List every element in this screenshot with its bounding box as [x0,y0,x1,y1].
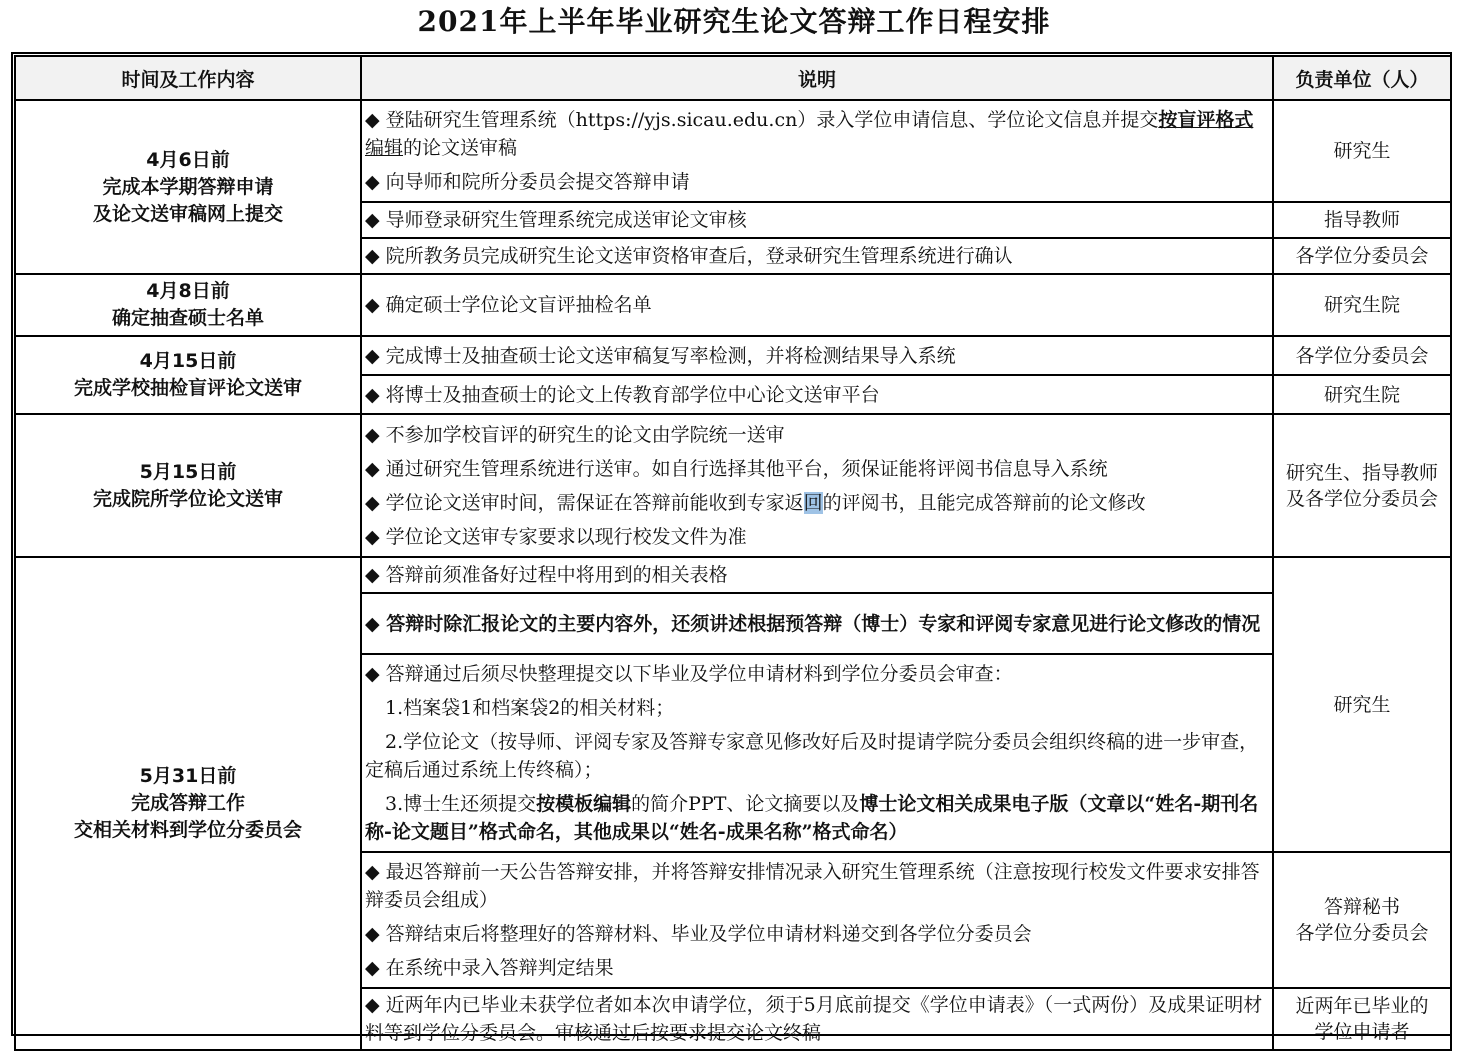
header-row [15,56,1451,100]
desc-item: ◆ 学位论文送审时间，需保证在答辩前能收到专家返回的评阅书，且能完成答辩前的论文修改 [365,491,1146,514]
schedule-table [14,55,1452,1051]
section-when-5 [15,557,361,1050]
header-when: 时间及工作内容 [15,56,361,100]
bold-underline-text: 按盲评格式 [1158,109,1254,131]
desc-subitem: 1.档案袋1和档案袋2的相关材料； [385,697,675,719]
section-date: 4月15日前 [139,350,237,372]
section-task: 完成答辩工作 [130,792,245,814]
resp-cell: 指导教师 [1273,202,1451,238]
resp-cell: 各学位分委员会 [1273,238,1451,274]
page-title: 2021年上半年毕业研究生论文答辩工作日程安排 [417,5,1051,38]
header-desc: 说明 [361,56,1273,100]
resp-cell: 各学位分委员会 [1273,336,1451,375]
resp-cell: 研究生 [1273,557,1451,852]
desc-item: ◆ 不参加学校盲评的研究生的论文由学院统一送审 [365,423,785,446]
section-task: 及论文送审稿网上提交 [92,202,283,225]
desc-item: ◆ 完成博士及抽查硕士论文送审稿复写率检测，并将检测结果导入系统 [361,336,1273,375]
desc-item: ◆ 确定硕士学位论文盲评抽检名单 [361,274,1273,336]
desc-item: ◆ 院所教务员完成研究生论文送审资格审查后，登录研究生管理系统进行确认 [361,238,1273,274]
desc-item: ◆ 将博士及抽查硕士的论文上传教育部学位中心论文送审平台 [361,375,1273,414]
desc-item: ◆ 答辩前须准备好过程中将用到的相关表格 [361,557,1273,593]
desc-subitem: 2.学位论文（按导师、评阅专家及答辩专家意见修改好后及时提请学院分委员会组织终稿的进一步审查，定稿后通过系统上传终稿）； [365,731,1259,781]
resp-cell: 近两年已毕业的 学位申请者 [1273,988,1451,1050]
desc-cell [361,414,1273,557]
desc-cell [361,100,1273,202]
resp-cell: 答辩秘书 各学位分委员会 [1273,852,1451,988]
desc-item: ◆ 导师登录研究生管理系统完成送审论文审核 [361,202,1273,238]
desc-item: ◆ 登陆研究生管理系统（https://yjs.sicau.edu.cn）录入学位申请信息、学位论文信息并提交按盲评格式编辑的论文送审稿 [365,109,1254,159]
section-task: 完成院所学位论文送审 [92,487,283,510]
resp-cell: 研究生、指导教师 及各学位分委员会 [1273,414,1451,557]
table-row [15,100,1451,202]
section-task: 完成本学期答辩申请 [102,175,274,198]
table-row [15,336,1451,375]
header-resp: 负责单位（人） [1273,56,1451,100]
resp-cell: 研究生 [1273,100,1451,202]
section-when-3 [15,336,361,414]
desc-item: ◆ 答辩结束后将整理好的答辩材料、毕业及学位申请材料递交到各学位分委员会 [365,923,1032,945]
desc-cell [361,852,1273,988]
desc-item: ◆ 最迟答辩前一天公告答辩安排，并将答辩安排情况录入研究生管理系统（注意按现行校发文件要求安排答辩委员会组成） [365,861,1260,911]
resp-cell: 研究生院 [1273,375,1451,414]
section-date: 4月8日前 [146,280,230,302]
section-when-1 [15,100,361,274]
desc-item: ◆ 向导师和院所分委员会提交答辩申请 [365,171,690,193]
section-date: 5月15日前 [139,460,237,483]
desc-item: ◆ 在系统中录入答辩判定结果 [365,957,614,979]
section-date: 5月31日前 [139,765,237,787]
desc-subitem: 3.博士生还须提交按模板编辑的简介PPT、论文摘要以及博士论文相关成果电子版（文章以“姓名-期刊名称-论文题目”格式命名，其他成果以“姓名-成果名称”格式命名） [365,793,1259,843]
highlighted-char: 回 [803,491,823,514]
section-when-2 [15,274,361,336]
resp-cell: 研究生院 [1273,274,1451,336]
desc-item-bold: ◆ 答辩时除汇报论文的主要内容外，还须讲述根据预答辩（博士）专家和评阅专家意见进行论文修改的情况 [361,593,1273,654]
section-when-4 [15,414,361,557]
desc-item: ◆ 答辩通过后须尽快整理提交以下毕业及学位申请材料到学位分委员会审查： [365,663,1013,685]
desc-cell [361,654,1273,852]
table-row [15,557,1451,593]
section-task: 完成学校抽检盲评论文送审 [73,377,302,399]
section-date: 4月6日前 [146,148,230,171]
table-row [15,414,1451,557]
table-row [15,274,1451,336]
section-task: 确定抽查硕士名单 [111,307,264,329]
desc-item: ◆ 学位论文送审专家要求以现行校发文件为准 [365,525,747,548]
desc-item: ◆ 通过研究生管理系统进行送审。如自行选择其他平台，须保证能将评阅书信息导入系统 [365,457,1108,480]
section-task: 交相关材料到学位分委员会 [73,819,302,841]
desc-item: ◆ 近两年内已毕业未获学位者如本次申请学位，须于5月底前提交《学位申请表》（一式两份）及成果证明材料等到学位分委员会。审核通过后按要求提交论文终稿 [361,988,1273,1050]
